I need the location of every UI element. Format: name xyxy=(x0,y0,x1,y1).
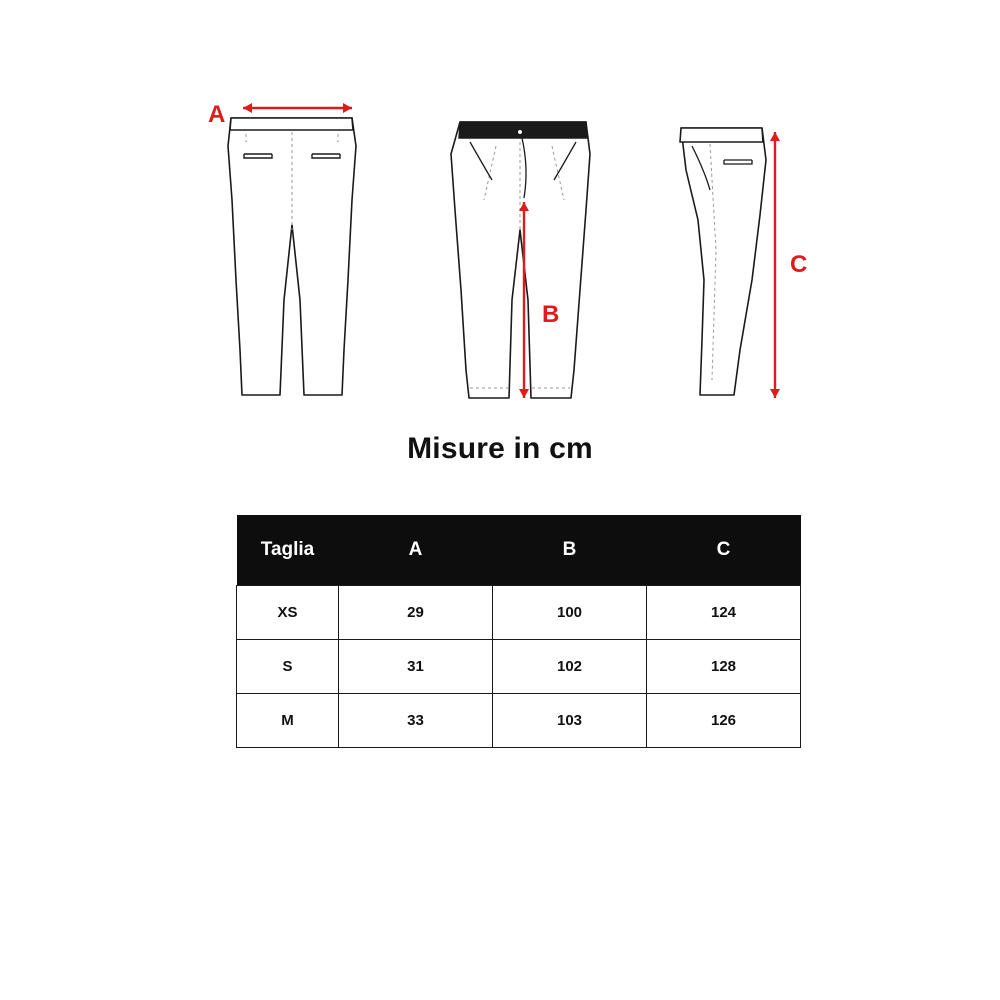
cell-b: 103 xyxy=(493,694,647,748)
cell-size: XS xyxy=(237,586,339,640)
page-title: Misure in cm xyxy=(407,432,593,465)
cell-b: 102 xyxy=(493,640,647,694)
cell-a: 31 xyxy=(339,640,493,694)
measure-c-arrow xyxy=(770,132,780,398)
cell-c: 126 xyxy=(647,694,801,748)
measure-label-b: B xyxy=(542,301,560,328)
cell-a: 29 xyxy=(339,586,493,640)
cell-size: S xyxy=(237,640,339,694)
table-row xyxy=(237,694,801,748)
table-header-b: B xyxy=(493,515,647,586)
table-header-c: C xyxy=(647,515,801,586)
table-header-size: Taglia xyxy=(237,515,339,586)
pants-diagram-svg xyxy=(0,50,1000,410)
cell-c: 124 xyxy=(647,586,801,640)
table-header-a: A xyxy=(339,515,493,586)
cell-size: M xyxy=(237,694,339,748)
table-row xyxy=(237,586,801,640)
pants-front-view xyxy=(451,122,590,398)
pants-side-view xyxy=(680,128,766,395)
cell-b: 100 xyxy=(493,586,647,640)
cell-a: 33 xyxy=(339,694,493,748)
pants-back-view xyxy=(228,118,356,395)
cell-c: 128 xyxy=(647,640,801,694)
measure-label-a: A xyxy=(208,101,226,128)
pants-front-waistband xyxy=(459,122,587,138)
measure-label-c: C xyxy=(790,251,808,278)
size-table-wrapper xyxy=(236,515,800,748)
table-row xyxy=(237,640,801,694)
table-header-row xyxy=(237,515,801,586)
size-table xyxy=(236,515,801,748)
pants-diagram xyxy=(0,50,1000,410)
measure-a-arrow xyxy=(243,103,352,113)
